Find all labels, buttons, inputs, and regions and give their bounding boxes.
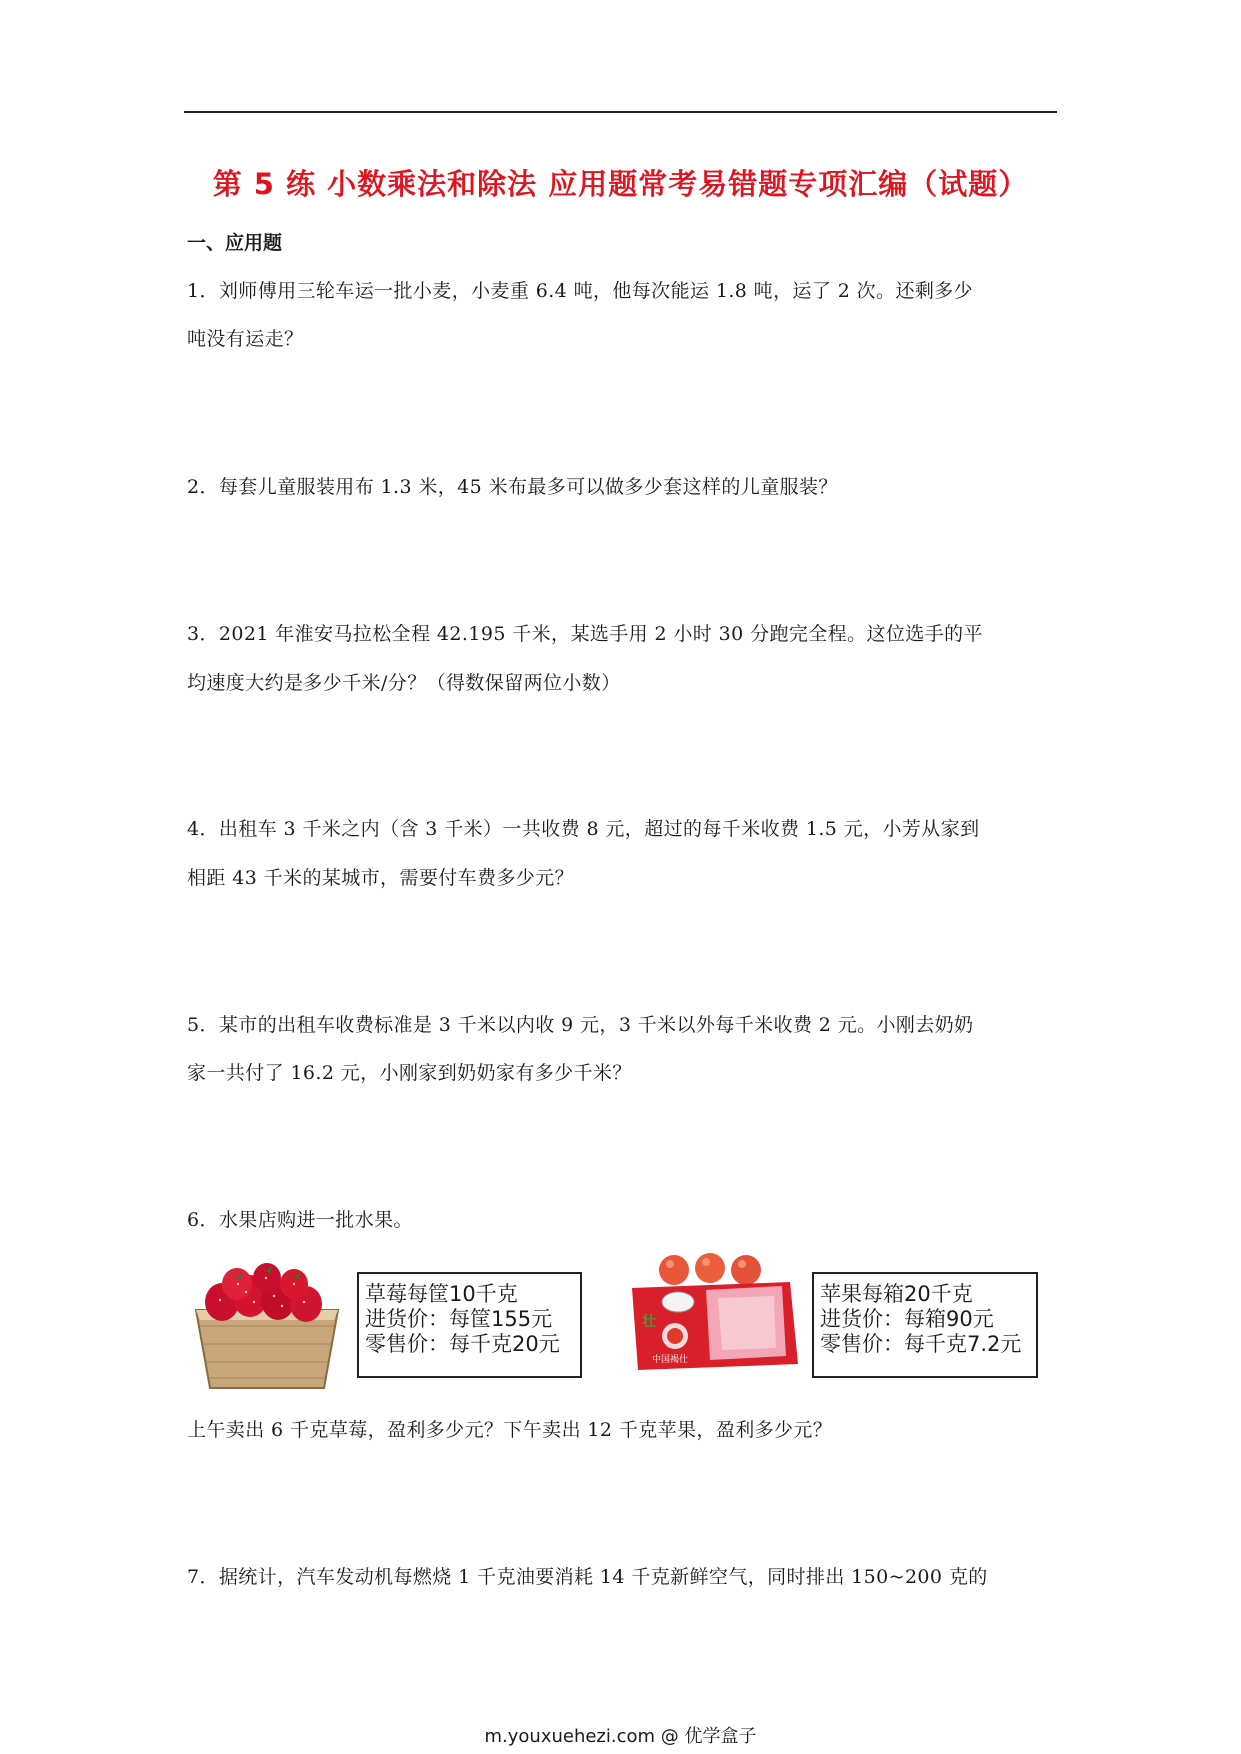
apple-price-card [812,1272,1038,1378]
strawberry-price-card [357,1272,582,1378]
page-title: 第 5 练 小数乘法和除法 应用题常考易错题专项汇编（试题） [212,167,1029,201]
question-3-line-2: 均速度大约是多少千米/分？（得数保留两位小数） [187,672,621,694]
question-4-line-1: 4．出租车 3 千米之内（含 3 千米）一共收费 8 元，超过的每千米收费 1.5 元，小芳从家到 [187,818,980,840]
apple-card-line-2: 进货价：每箱90元 [820,1307,994,1331]
question-2-line-1: 2．每套儿童服装用布 1.3 米，45 米布最多可以做多少套这样的儿童服装？ [187,476,838,498]
question-5-line-2: 家一共付了 16.2 元，小刚家到奶奶家有多少千米？ [187,1062,632,1084]
question-6-line-1: 6．水果店购进一批水果。 [187,1209,413,1231]
strawberry-card-line-1: 草莓每筐10千克 [365,1282,518,1306]
question-1-line-1: 1．刘师傅用三轮车运一批小麦，小麦重 6.4 吨，他每次能运 1.8 吨，运了 2 次。还剩多少 [187,280,974,302]
apple-box-image [630,1252,800,1374]
question-3-line-1: 3．2021 年淮安马拉松全程 42.195 千米，某选手用 2 小时 30 分跑完全程。这位选手的平 [187,623,983,645]
question-6-line-2: 上午卖出 6 千克草莓，盈利多少元？下午卖出 12 千克苹果，盈利多少元？ [187,1419,833,1441]
question-1-line-2: 吨没有运走？ [187,328,304,350]
strawberry-card-line-3: 零售价：每千克20元 [365,1332,560,1356]
question-5-line-1: 5．某市的出租车收费标准是 3 千米以内收 9 元，3 千米以外每千米收费 2 元。小刚去奶奶 [187,1014,974,1036]
apple-card-line-1: 苹果每箱20千克 [820,1282,973,1306]
svg-text:壮: 壮 [642,1314,656,1330]
strawberry-card-line-2: 进货价：每筐155元 [365,1307,553,1331]
apple-card-line-3: 零售价：每千克7.2元 [820,1332,1022,1356]
apple-box-label: 中国褐仕 [652,1355,689,1365]
header-rule [184,111,1057,113]
strawberry-basket-image [192,1262,342,1392]
question-4-line-2: 相距 43 千米的某城市，需要付车费多少元？ [187,867,575,889]
footer-watermark: m.youxuehezi.com @ 优学盒子 [484,1726,757,1747]
question-7-line-1: 7．据统计，汽车发动机每燃烧 1 千克油要消耗 14 千克新鲜空气，同时排出 150~200 克的 [187,1566,988,1588]
section-heading: 一、应用题 [187,232,283,254]
